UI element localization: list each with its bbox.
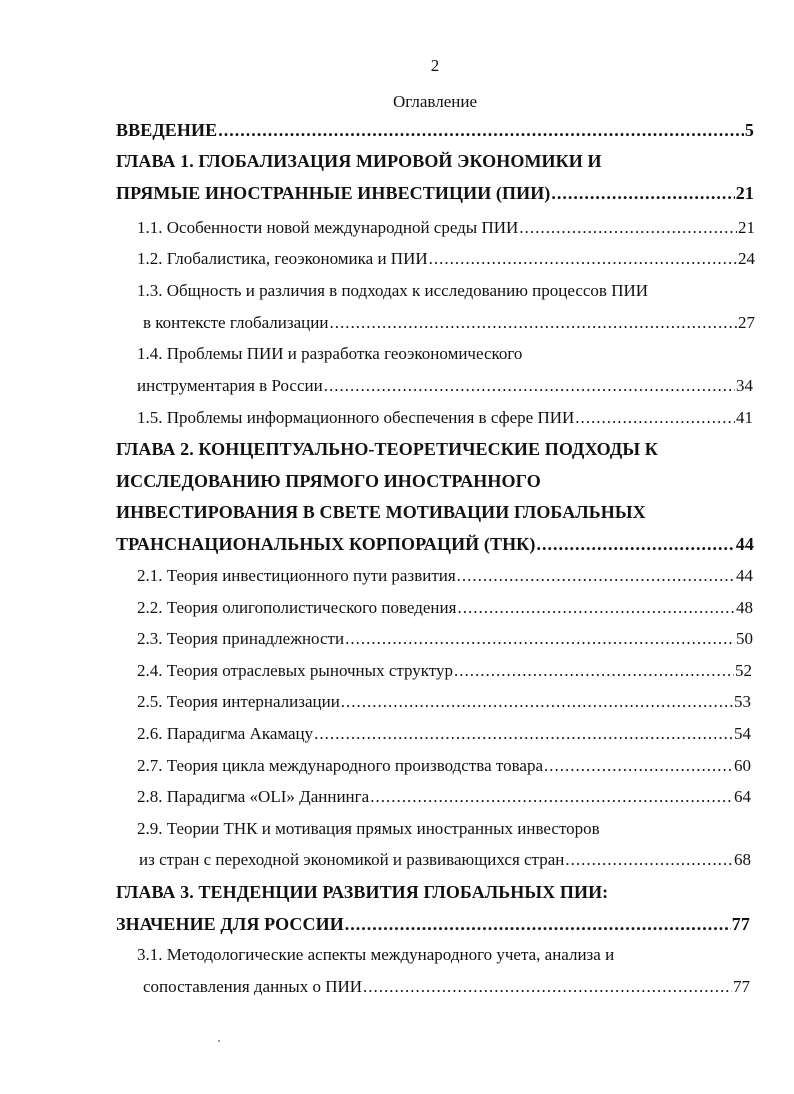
- toc-entry-chapter-2-line-1: ГЛАВА 2. КОНЦЕПТУАЛЬНО-ТЕОРЕТИЧЕСКИЕ ПОДХОДЫ К: [116, 439, 658, 459]
- toc-entry-chapter-2-line-4: ТРАНСНАЦИОНАЛЬНЫХ КОРПОРАЦИЙ (ТНК) ..... 44: [116, 534, 754, 558]
- toc-entry-1-1: 1.1. Особенности новой международной среды ПИИ ..... 21: [137, 218, 755, 242]
- toc-entry-2-9-line-1: 2.9. Теории ТНК и мотивация прямых иностранных инвесторов: [137, 819, 600, 838]
- toc-entry-1-3-line-2: в контексте глобализации ..... 27: [143, 313, 755, 337]
- toc-entry-1-3-line-1: 1.3. Общность и различия в подходах к исследованию процессов ПИИ: [137, 281, 649, 300]
- toc-entry-3-1-line-1: 3.1. Методологические аспекты международного учета, анализа и: [137, 945, 615, 964]
- page-number: 2: [430, 56, 440, 75]
- toc-entry-2-5: 2.5. Теория интернализации ..... 53: [137, 692, 751, 716]
- toc-entry-chapter-1-line-2: ПРЯМЫЕ ИНОСТРАННЫЕ ИНВЕСТИЦИИ (ПИИ) ..... 21: [116, 183, 754, 207]
- toc-entry-1-2: 1.2. Глобалистика, геоэкономика и ПИИ ..... 24: [137, 249, 755, 273]
- toc-entry-2-6: 2.6. Парадигма Акамацу ..... 54: [137, 724, 751, 748]
- toc-entry-chapter-1-line-1: ГЛАВА 1. ГЛОБАЛИЗАЦИЯ МИРОВОЙ ЭКОНОМИКИ И: [116, 151, 602, 171]
- toc-entry-2-4: 2.4. Теория отраслевых рыночных структур ..... 52: [137, 661, 752, 685]
- toc-entry-introduction: ВВЕДЕНИЕ ..... 5: [116, 120, 754, 144]
- toc-entry-chapter-3-line-1: ГЛАВА 3. ТЕНДЕНЦИИ РАЗВИТИЯ ГЛОБАЛЬНЫХ ПИИ:: [116, 882, 609, 902]
- toc-entry-2-2: 2.2. Теория олигополистического поведения ..... 48: [137, 598, 753, 622]
- toc-entry-chapter-3-line-2: ЗНАЧЕНИЕ ДЛЯ РОССИИ ..... 77: [116, 914, 750, 938]
- toc-entry-chapter-2-line-3: ИНВЕСТИРОВАНИЯ В СВЕТЕ МОТИВАЦИИ ГЛОБАЛЬНЫХ: [116, 502, 646, 522]
- toc-entry-1-5: 1.5. Проблемы информационного обеспечения в сфере ПИИ ..... 41: [137, 408, 753, 432]
- toc-entry-1-4-line-1: 1.4. Проблемы ПИИ и разработка геоэкономического: [137, 344, 523, 363]
- scan-speck: [218, 1040, 220, 1042]
- toc-entry-1-4-line-2: инструментария в России ..... 34: [137, 376, 753, 400]
- toc-entry-chapter-2-line-2: ИССЛЕДОВАНИЮ ПРЯМОГО ИНОСТРАННОГО: [116, 471, 541, 491]
- toc-entry-2-7: 2.7. Теория цикла международного производства товара ..... 60: [137, 756, 751, 780]
- toc-entry-2-1: 2.1. Теория инвестиционного пути развития ..... 44: [137, 566, 753, 590]
- toc-entry-2-3: 2.3. Теория принадлежности ..... 50: [137, 629, 753, 653]
- toc-entry-2-9-line-2: из стран с переходной экономикой и развивающихся стран ..... 68: [139, 850, 751, 874]
- toc-entry-3-1-line-2: сопоставления данных о ПИИ ..... 77: [143, 977, 750, 1001]
- toc-entry-2-8: 2.8. Парадигма «OLI» Даннинга ..... 64: [137, 787, 751, 811]
- toc-title: Оглавление: [393, 92, 477, 111]
